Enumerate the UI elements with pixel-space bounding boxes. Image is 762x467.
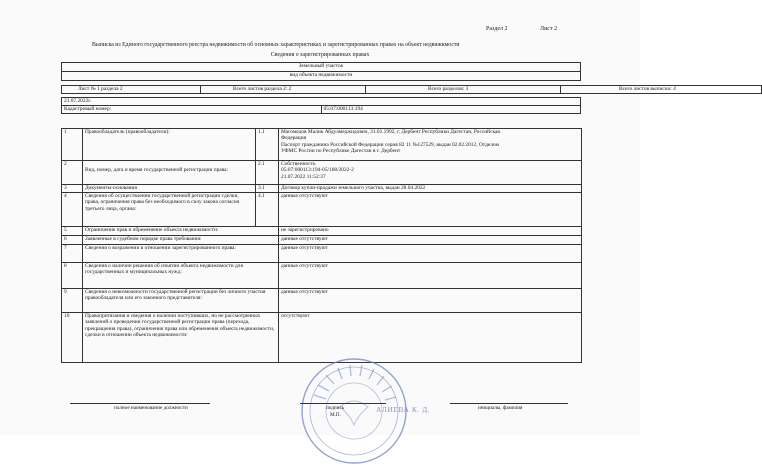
row-value: данные отсутствуют [279,236,582,245]
row-label: Вид, номер, дата и время государственной регистрации права: [83,161,256,185]
row-value: Договор купли-продажи земельного участка, выдан 28.04.2022 [279,185,582,193]
total-section-sheets: Всего листов раздела 2: 2 [201,86,366,94]
cadastral-table [61,97,581,114]
position-line [70,403,210,404]
row-value: данные отсутствуют [279,193,582,227]
row-label: Сведения о наличии решения об изъятии объекта недвижимости для государственных и муниципальных нужд: [83,263,279,289]
row-number: 3 [62,185,83,193]
row-number: 10 [62,313,83,363]
row-value [279,161,582,185]
table-row [62,289,582,313]
section-number: Раздел 2 [486,26,508,32]
cadastral-number: 05:07:000113:194 [321,106,581,114]
document-subtitle: Сведения о зарегистрированных правах [270,52,370,58]
table-row [62,193,582,227]
position-caption: полное наименование должности [114,405,188,411]
value-line: Федерация [281,135,307,142]
table-row [62,185,582,193]
row-number: 7 [62,245,83,263]
row-label: Сведения об осуществлении государственной регистрации сделки, права, ограничения права без необходимого в силу закона согласия третьего лица, органа: [83,193,256,227]
value-line: Паспорт гражданина Российской Федерации серия 82 11 №127529, выдан 02.02.2012, Отделом [281,141,499,148]
document-title: Выписка из Единого государственного реестра недвижимости об основных характеристиках и зарегистрированных правах на объект недвижимости [92,42,460,48]
row-value: данные отсутствуют [279,245,582,263]
table-row [62,236,582,245]
row-label: Правообладатель (правообладатели): [83,129,256,161]
value-line: УФМС России по Республике Дагестан в г. Дербент [281,147,401,154]
row-label: Документы-основания [83,185,256,193]
stamp-place: М.П. [330,412,341,418]
value-line: 21.07.2022 11:52:37 [281,173,326,180]
extract-date: 21.07.2022г. [62,98,581,106]
object-type: Земельный участок [62,63,581,72]
value-line: Магомедов Малик Абдулмеджидович, 31.01.1992, г. Дербент Республики Дагестан, Российская [281,129,500,135]
value-line: Собственность [281,161,316,167]
table-row [62,245,582,263]
table-row [62,263,582,289]
row-number: 9 [62,289,83,313]
sheet-no: Лист № 1 раздела 2 [62,86,201,94]
row-sub: 3.1 [256,185,279,193]
initials-line [450,403,568,404]
cadastral-label: Кадастровый номер: [62,106,322,114]
table-row [62,227,582,236]
stamp-signer: АЛИЕВА К. Д. [376,405,431,414]
row-sub: 1.1 [256,129,279,161]
rights-table [61,128,582,363]
row-value: отсутствуют [279,313,582,363]
row-label: Правопритязания и сведения о наличии поступивших, но не рассмотренных заявлений о проведении государственной регистрации права (перехода, прекращения права), ограничения права или обременения объекта недвижимости, сделки в отношении объекта недвижимости: [83,313,279,363]
row-sub: 4.1 [256,193,279,227]
row-value: не зарегистрировано [279,227,582,236]
row-value: данные отсутствуют [279,263,582,289]
total-extract-sheets: Всего листов выписки: 4 [561,86,762,94]
signature-caption: подпись [326,405,345,411]
object-type-table [61,62,581,81]
total-sections: Всего разделов: 3 [366,86,561,94]
object-type-caption: вид объекта недвижимости [62,72,581,81]
sheet-number: Лист 2 [540,26,558,32]
row-number: 1 [62,129,83,161]
initials-caption: инициалы, фамилия [478,405,523,411]
row-sub: 2.1 [256,161,279,185]
row-number: 6 [62,236,83,245]
row-number: 4 [62,193,83,227]
row-label: Сведения о возражении в отношении зарегистрированного права: [83,245,279,263]
row-label: Сведения о невозможности государственной регистрации без личного участия правообладателя или его законного представителя: [83,289,279,313]
value-line: 05:07:000113:194-05/188/2022-2 [281,167,354,174]
row-value: данные отсутствуют [279,289,582,313]
sheet-info-table [61,85,762,94]
signature-line [300,403,386,404]
row-value [279,129,582,161]
row-label: Заявленные в судебном порядке права требования: [83,236,279,245]
row-number: 8 [62,263,83,289]
table-row [62,129,582,161]
row-number: 5 [62,227,83,236]
row-number: 2 [62,161,83,185]
row-label: Ограничение прав и обременение объекта недвижимости: [83,227,279,236]
table-row [62,161,582,185]
